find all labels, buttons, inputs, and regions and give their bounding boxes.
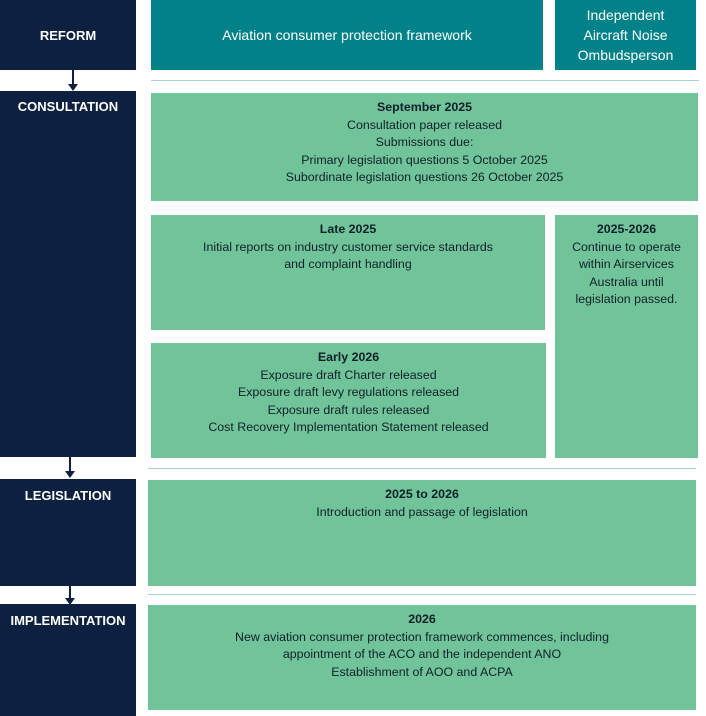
card-line: appointment of the ACO and the independent ANO [282,647,562,661]
consultation-ombudsperson-2025-2026 [555,215,698,458]
arrow-consultation-to-legislation [69,457,71,471]
card-heading: Early 2026 [317,350,380,364]
arrowhead-icon [65,471,75,478]
card-line: Exposure draft levy regulations released [237,385,460,399]
stage-legislation [0,479,136,586]
ombudsperson-line: Ombudsperson [577,47,674,63]
legislation-2025-to-2026 [148,480,696,586]
framework-box [151,0,543,70]
consultation-early-2026 [151,343,546,458]
card-line: Exposure draft rules released [267,402,430,417]
card-heading: 2025-2026 [596,222,657,236]
card-line: and complaint handling [284,257,412,271]
stage-reform-label: REFORM [39,27,97,43]
stage-implementation-label: IMPLEMENTATION [10,613,126,628]
card-line: Consultation paper released [347,117,502,132]
card-heading: Late 2025 [319,222,377,236]
card-line: Exposure draft Charter released [260,367,437,382]
card-line: Cost Recovery Implementation Statement released [208,420,489,434]
ombudsperson-box [555,0,696,70]
stage-consultation [0,91,136,457]
framework-label: Aviation consumer protection framework [222,27,472,43]
card-line: Subordinate legislation questions 26 October 2025 [285,170,564,184]
separator [148,468,696,469]
card-line: Initial reports on industry customer service standards [203,239,493,254]
stage-reform [0,0,136,70]
card-line: Introduction and passage of legislation [316,504,528,519]
separator [151,80,699,81]
ombudsperson-line: Aircraft Noise [583,27,668,43]
card-line: Primary legislation questions 5 October 2025 [301,152,548,167]
consultation-late-2025 [151,215,545,330]
implementation-2026 [148,605,696,710]
card-heading: September 2025 [376,100,473,114]
arrow-legislation-to-implementation [69,586,71,598]
card-heading: 2026 [408,612,436,626]
arrowhead-icon [68,84,78,91]
arrow-reform-to-consultation [72,70,74,84]
card-line: Submissions due: [375,135,474,149]
stage-implementation [0,604,136,716]
card-line: Continue to operate [572,239,681,254]
consultation-september-2025 [151,93,698,201]
separator [148,594,696,595]
card-line: Australia until [589,274,664,289]
card-line: Establishment of AOO and ACPA [331,664,513,679]
card-heading: 2025 to 2026 [385,487,459,501]
card-line: within Airservices [578,257,675,271]
card-line: legislation passed. [575,292,678,306]
stage-consultation-label: CONSULTATION [17,99,119,114]
card-line: New aviation consumer protection framework commences, including [235,629,609,644]
stage-legislation-label: LEGISLATION [24,488,112,503]
ombudsperson-line: Independent [586,7,665,23]
